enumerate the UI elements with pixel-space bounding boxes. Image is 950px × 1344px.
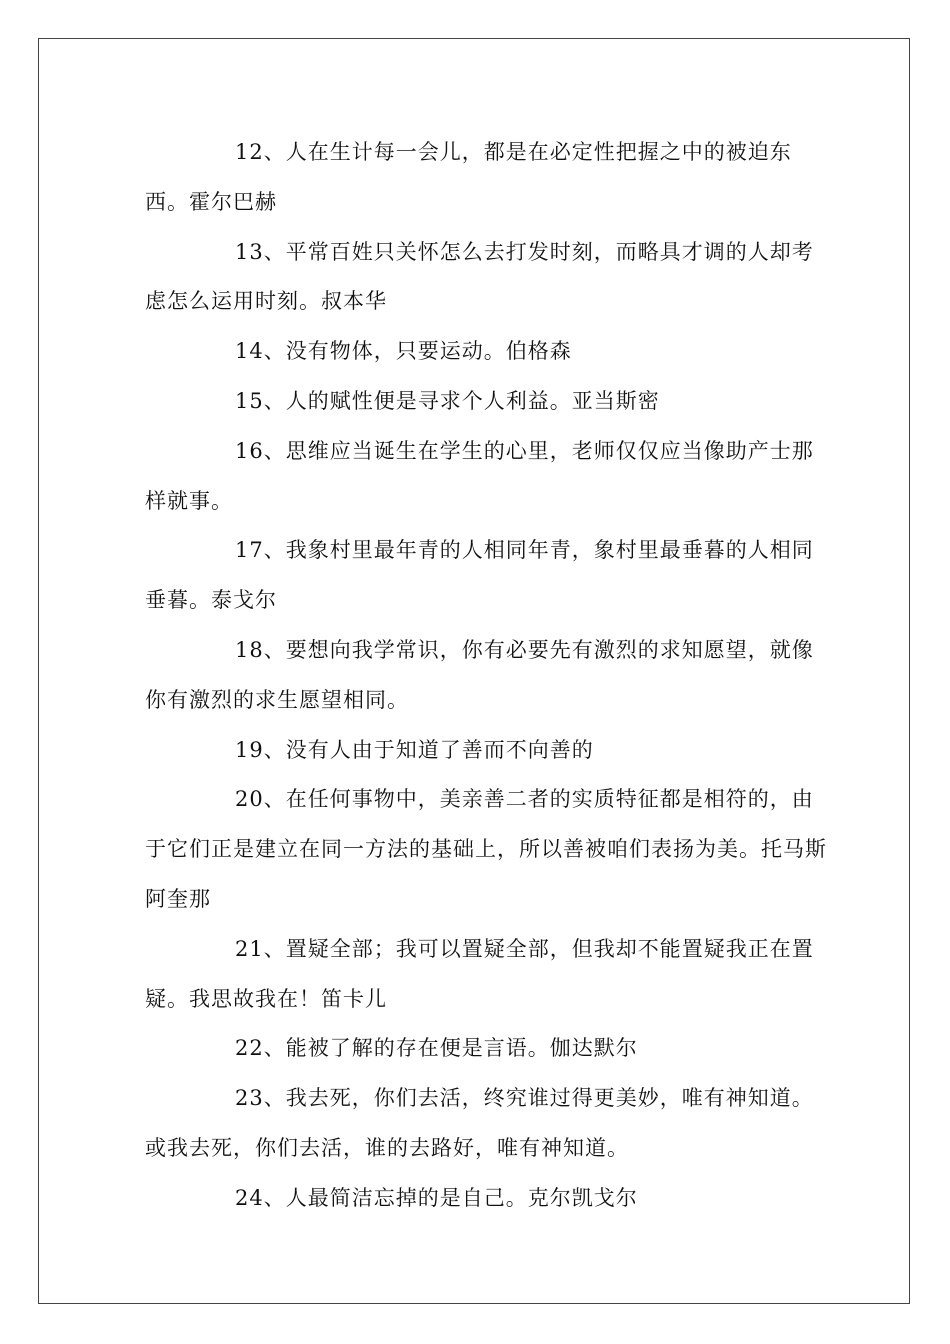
- quote-paragraph-12: 12、人在生计每一会儿，都是在必定性把握之中的被迫东西。霍尔巴赫: [145, 140, 792, 214]
- quote-paragraph-21: 21、置疑全部；我可以置疑全部，但我却不能置疑我正在置疑。我思故我在！笛卡儿: [145, 936, 814, 1011]
- quote-paragraph-16: 16、思维应当诞生在学生的心里，老师仅仅应当像助产士那样就事。: [145, 438, 814, 513]
- quote-paragraph-23: 23、我去死，你们去活，终究谁过得更美妙，唯有神知道。或我去死，你们去活，谁的去路好，唯有神知道。: [145, 1086, 814, 1160]
- quote-paragraph-13: 13、平常百姓只关怀怎么去打发时刻，而略具才调的人却考虑怎么运用时刻。叔本华: [145, 239, 814, 314]
- quote-paragraph-14: 14、没有物体，只要运动。伯格森: [235, 339, 572, 364]
- quote-paragraph-22: 22、能被了解的存在便是言语。伽达默尔: [235, 1036, 638, 1061]
- quote-paragraph-18: 18、要想向我学常识，你有必要先有激烈的求知愿望，就像你有激烈的求生愿望相同。: [145, 637, 814, 712]
- quote-paragraph-20: 20、在任何事物中，美亲善二者的实质特征都是相符的，由于它们正是建立在同一方法的基础上，所以善被咱们表扬为美。托马斯阿奎那: [145, 787, 827, 911]
- quote-paragraph-17: 17、我象村里最年青的人相同年青，象村里最垂暮的人相同垂暮。泰戈尔: [145, 538, 814, 613]
- quote-paragraph-24: 24、人最简洁忘掉的是自己。克尔凯戈尔: [235, 1185, 638, 1210]
- quote-paragraph-15: 15、人的赋性便是寻求个人利益。亚当斯密: [235, 388, 660, 413]
- document-body: [145, 128, 835, 1224]
- quote-paragraph-19: 19、没有人由于知道了善而不向善的: [235, 737, 594, 762]
